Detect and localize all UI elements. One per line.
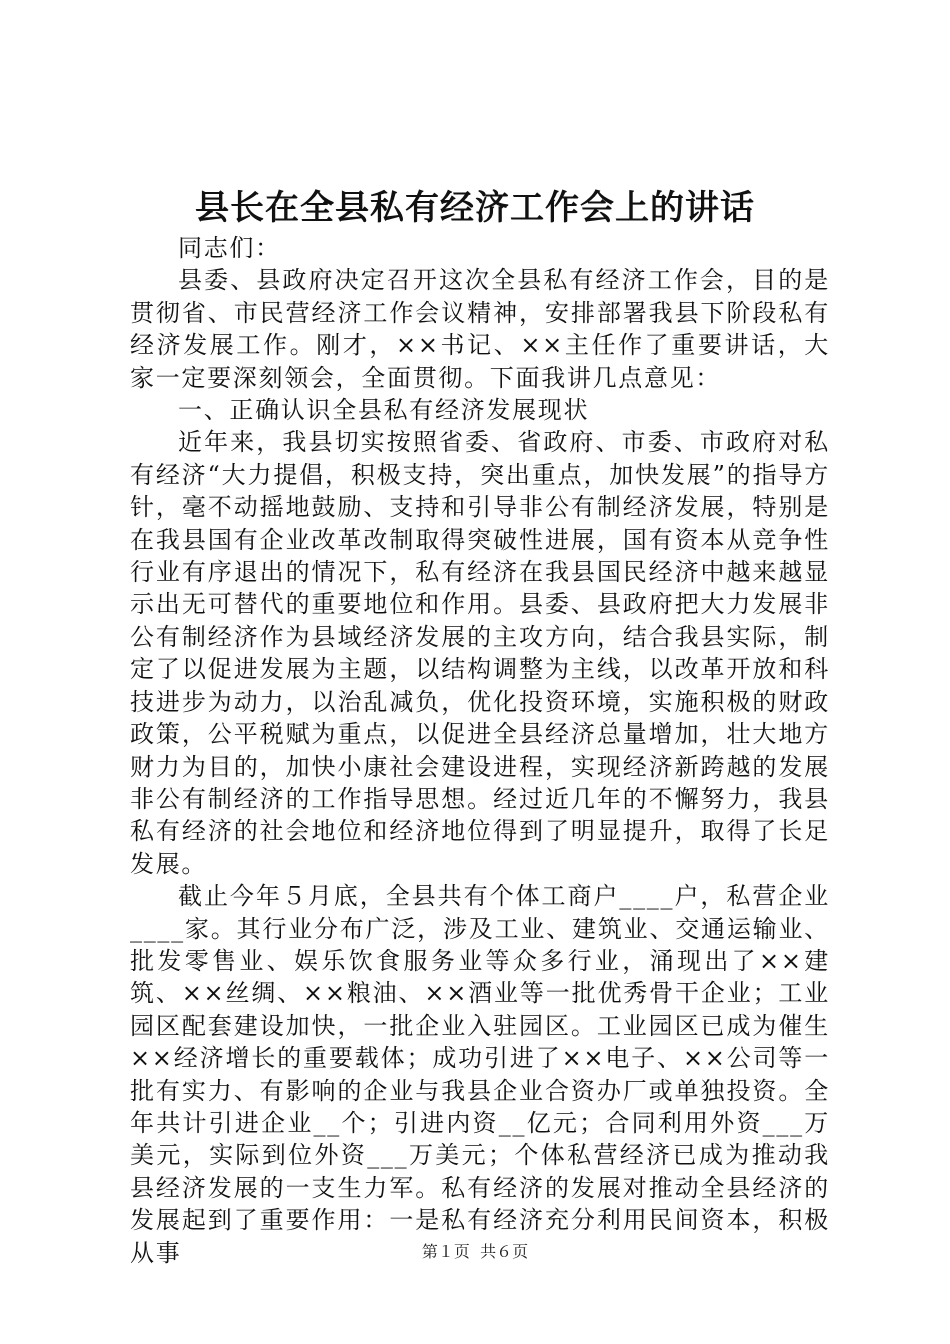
intro-paragraph: 县委、县政府决定召开这次全县私有经济工作会，目的是贯彻省、市民营经济工作会议精神，安排部署我县下阶段私有经济发展工作。刚才，××书记、××主任作了重要讲话，大家一定要深刻领会，全面贯彻。下面我讲几点意见：	[130, 266, 830, 392]
salutation-paragraph: 同志们：	[178, 234, 281, 262]
section-heading: 一、正确认识全县私有经济发展现状	[178, 396, 590, 425]
document-body	[130, 232, 830, 1269]
body-paragraph: 近年来，我县切实按照省委、省政府、市委、市政府对私有经济“大力提倡，积极支持，突出重点，加快发展”的指导方针，毫不动摇地鼓励、支持和引导非公有制经济发展，特别是在我县国有企业改革改制取得突破性进展，国有资本从竞争性行业有序退出的情况下，私有经济在我县国民经济中越来越显示出无可替代的重要地位和作用。县委、县政府把大力发展非公有制经济作为县域经济发展的主攻方向，结合我县实际，制定了以促进发展为主题，以结构调整为主线，以改革开放和科技进步为动力，以治乱减负，优化投资环境，实施积极的财政政策，公平税赋为重点，以促进全县经济总量增加，壮大地方财力为目的，加快小康社会建设进程，实现经济新跨越的发展非公有制经济的工作指导思想。经过近几年的不懈努力，我县私有经济的社会地位和经济地位得到了明显提升，取得了长足发展。	[130, 428, 830, 878]
body-paragraph: 截止今年５月底，全县共有个体工商户____户，私营企业____家。其行业分布广泛，涉及工业、建筑业、交通运输业、批发零售业、娱乐饮食服务业等众多行业，涌现出了××建筑、××丝绸、××粮油、××酒业等一批优秀骨干企业；工业园区配套建设加快，一批企业入驻园区。工业园区已成为催生××经济增长的重要载体；成功引进了××电子、××公司等一批有实力、有影响的企业与我县企业合资办厂或单独投资。全年共计引进企业__个；引进内资__亿元；合同利用外资___万美元，实际到位外资___万美元；个体私营经济已成为推动我县经济发展的一支生力军。私有经济的发展对推动全县经济的发展起到了重要作用：一是私有经济充分利用民间资本，积极从事	[130, 882, 830, 1267]
page-total: 共６页	[480, 1242, 529, 1261]
page-number: 第１页	[421, 1242, 470, 1261]
page-footer	[0, 1241, 950, 1263]
document-title: 县长在全县私有经济工作会上的讲话	[195, 188, 755, 228]
